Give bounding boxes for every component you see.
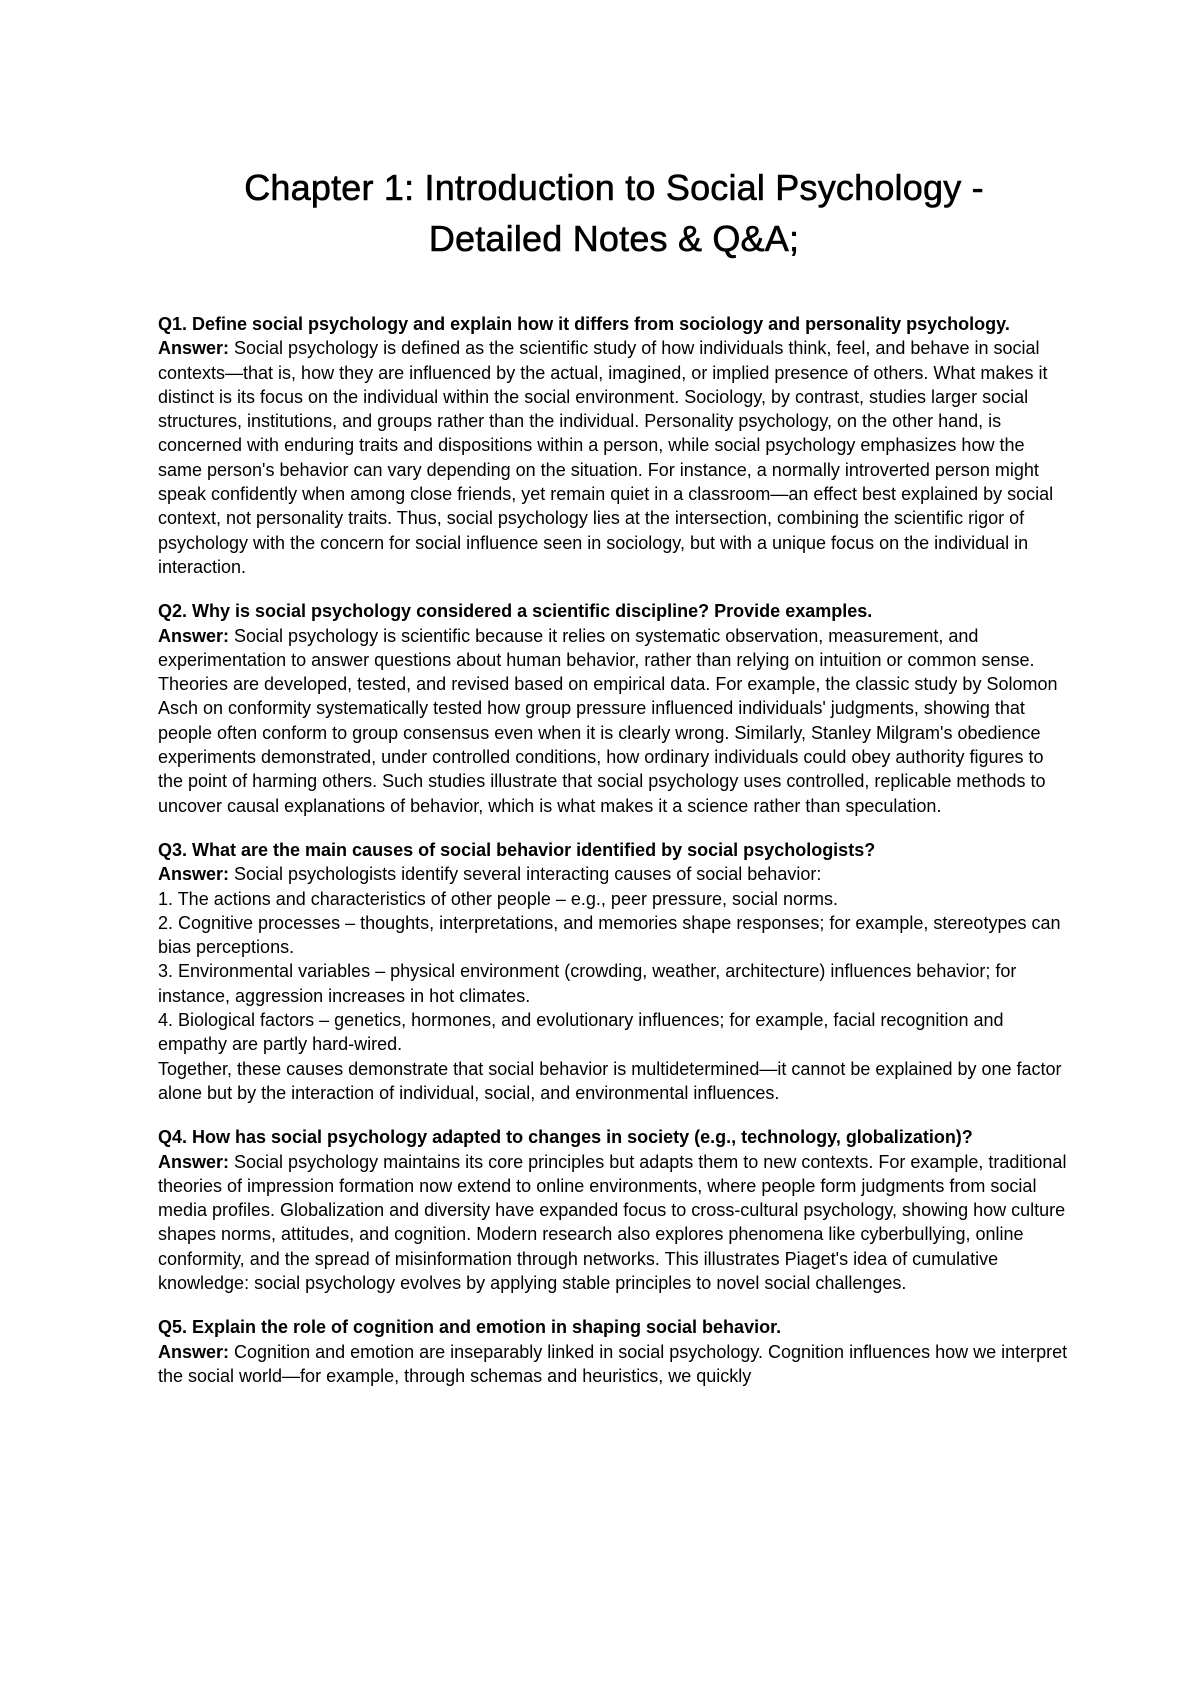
answer-q4: Social psychology maintains its core principles but adapts them to new contexts. For example, traditional theories of impression formation now extend to online environments, where people form judgments from social media profiles. Globalization and diversity have expanded focus to cross-cultural psychology, showing how culture shapes norms, attitudes, and cognition. Modern research also explores phenomena like cyberbullying, online conformity, and the spread of misinformation through networks. This illustrates Piaget's idea of cumulative knowledge: social psychology evolves by applying stable principles to novel social challenges. bbox=[158, 1151, 1067, 1293]
question-q1: Q1. Define social psychology and explain how it differs from sociology and personality psychology. bbox=[158, 314, 1010, 334]
question-q3: Q3. What are the main causes of social behavior identified by social psychologists? bbox=[158, 839, 876, 860]
answer-q3-intro: Social psychologists identify several interacting causes of social behavior: bbox=[234, 864, 822, 885]
qa-block-q1 bbox=[158, 312, 1070, 579]
document-title bbox=[158, 162, 1070, 264]
title-line-2: Detailed Notes & Q&A; bbox=[428, 218, 800, 259]
answer-q2: Social psychology is scientific because it relies on systematic observation, measurement, and experimentation to answer questions about human behavior, rather than relying on intuition or common sense. Theories are developed, tested, and revised based on empirical data. For example, the classic study by Solomon Asch on conformity systematically tested how group pressure influenced individuals' judgments, showing that people often conform to group consensus even when it is clearly wrong. Similarly, Stanley Milgram's obedience experiments demonstrated, under controlled conditions, how ordinary individuals could obey authority figures to the point of harming others. Such studies illustrate that social psychology uses controlled, replicable methods to uncover causal explanations of behavior, which is what makes it a science rather than speculation. bbox=[158, 625, 1058, 816]
qa-block-q4 bbox=[158, 1125, 1070, 1295]
qa-block-q3 bbox=[158, 838, 1070, 1105]
question-q2: Q2. Why is social psychology considered a scientific discipline? Provide examples. bbox=[158, 601, 873, 622]
answer-q5: Cognition and emotion are inseparably linked in social psychology. Cognition influences how we interpret the social world—for example, through schemas and heuristics, we quickly bbox=[158, 1341, 1068, 1386]
answer-label: Answer: bbox=[158, 864, 235, 885]
list-item-cause-4: 4. Biological factors – genetics, hormones, and evolutionary influences; for example, facial recognition and empathy are partly hard-wired. bbox=[158, 1010, 1004, 1055]
list-item-cause-1: 1. The actions and characteristics of other people – e.g., peer pressure, social norms. bbox=[158, 888, 839, 909]
list-item-cause-2: 2. Cognitive processes – thoughts, interpretations, and memories shape responses; for example, stereotypes can bias perceptions. bbox=[158, 912, 1061, 958]
answer-label: Answer: bbox=[158, 338, 235, 359]
answer-label: Answer: bbox=[158, 625, 235, 646]
answer-q1: Social psychology is defined as the scientific study of how individuals think, feel, and behave in social contexts—that is, how they are influenced by the actual, imagined, or implied presence of others. What makes it distinct is its focus on the individual within the social environment. Sociology, by contrast, studies larger social structures, institutions, and groups rather than the individual. Personality psychology, on the other hand, is concerned with enduring traits and dispositions within a person, while social psychology emphasizes how the same person's behavior can vary depending on the situation. For instance, a normally introverted person might speak confidently when among close friends, yet remain quiet in a classroom—an effect best explained by social context, not personality traits. Thus, social psychology lies at the intersection, combining the scientific rigor of psychology with the concern for social influence seen in sociology, but with a unique focus on the individual in interaction. bbox=[158, 338, 1054, 577]
question-q5: Q5. Explain the role of cognition and emotion in shaping social behavior. bbox=[158, 1317, 782, 1338]
qa-block-q2 bbox=[158, 599, 1070, 818]
question-q4: Q4. How has social psychology adapted to changes in society (e.g., technology, globalization)? bbox=[158, 1127, 973, 1148]
list-item-cause-3: 3. Environmental variables – physical environment (crowding, weather, architecture) influences behavior; for instance, aggression increases in hot climates. bbox=[158, 961, 1017, 1006]
title-line-1: Chapter 1: Introduction to Social Psychology - bbox=[244, 167, 984, 208]
answer-q3-conclusion: Together, these causes demonstrate that social behavior is multidetermined—it cannot be explained by one factor alone but by the interaction of individual, social, and environmental influences. bbox=[158, 1058, 1062, 1103]
answer-label: Answer: bbox=[158, 1151, 235, 1172]
qa-block-q5 bbox=[158, 1315, 1070, 1388]
answer-label: Answer: bbox=[158, 1341, 235, 1362]
